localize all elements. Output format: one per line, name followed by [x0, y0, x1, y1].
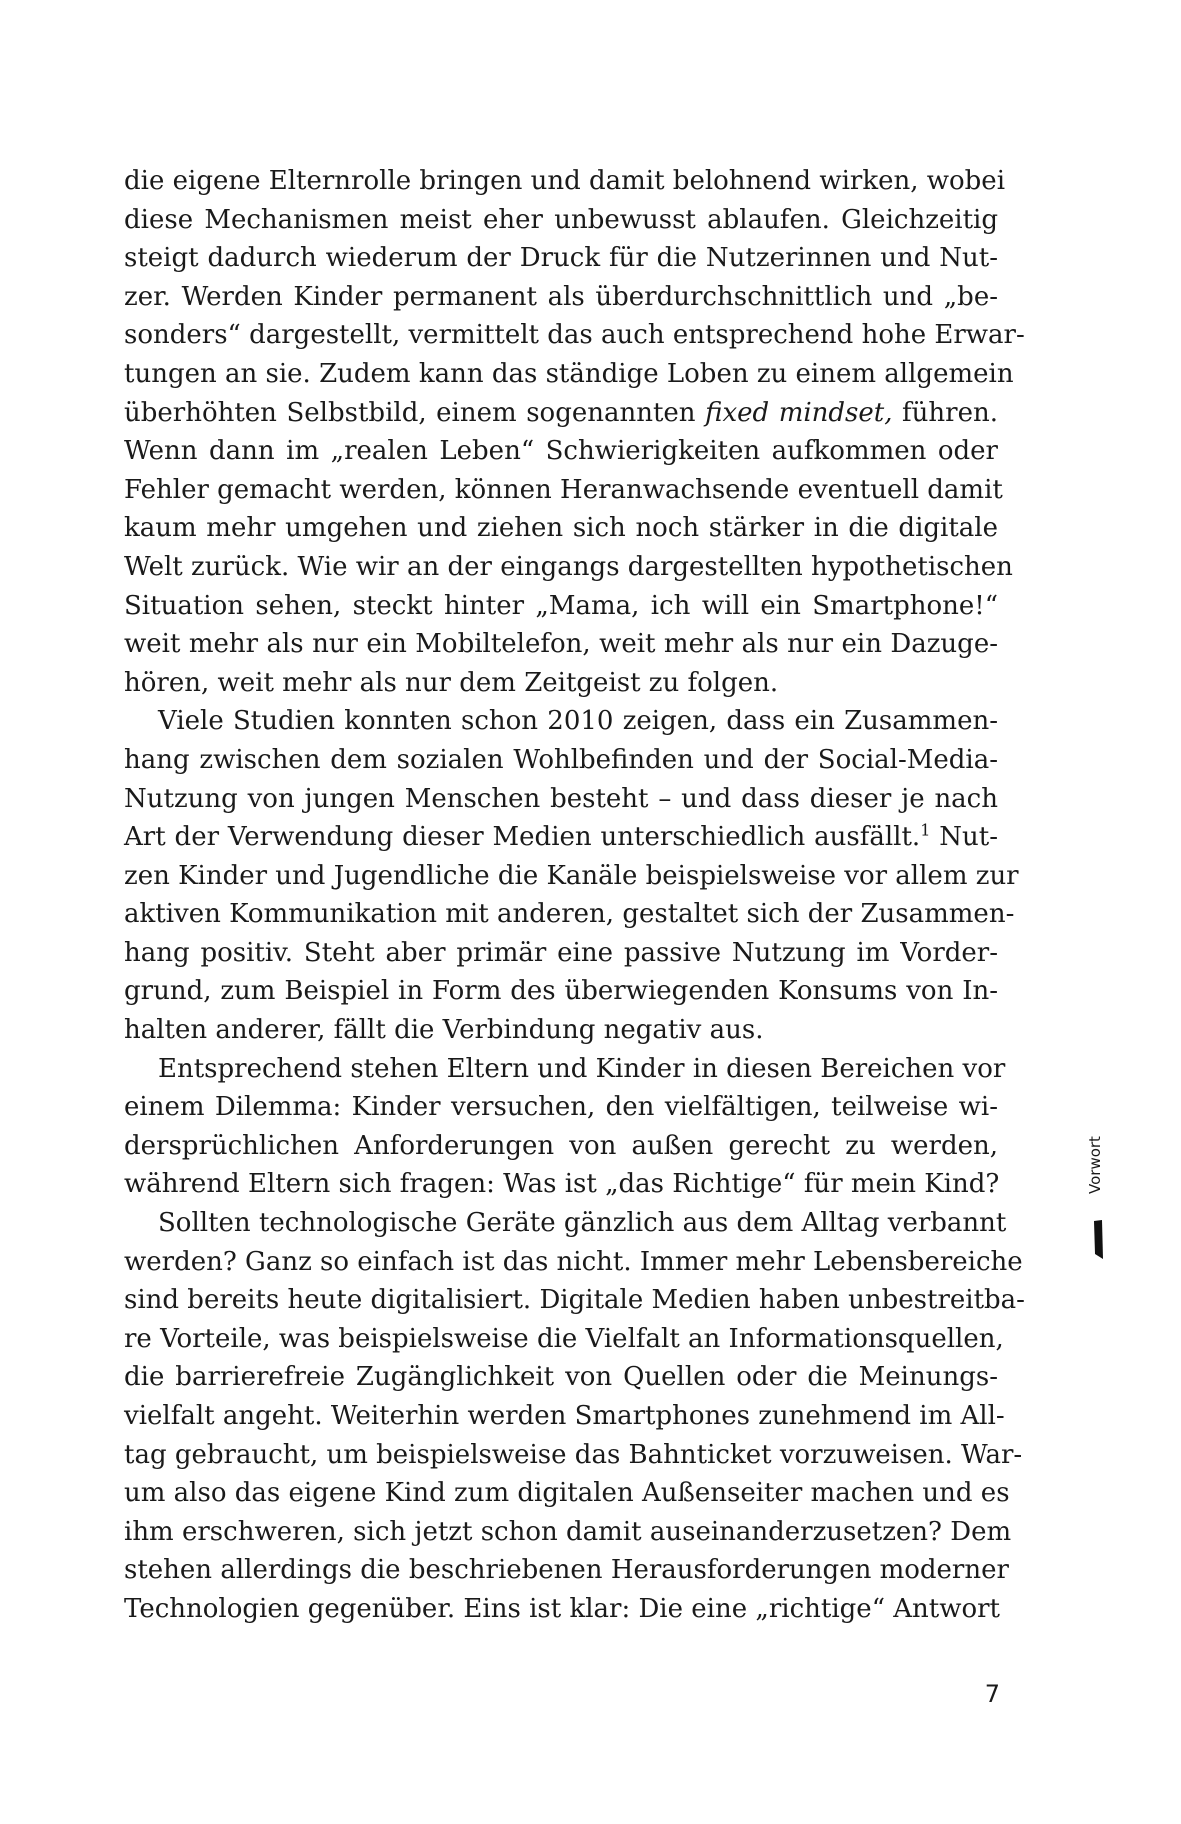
text-segment: Situation sehen, steckt hinter „Mama, ich will ein Smartphone!“	[124, 590, 998, 621]
footnote-reference: 1	[920, 820, 931, 840]
text-segment: grund, zum Beispiel in Form des überwiegenden Konsums von In-	[124, 976, 998, 1007]
text-segment: aktiven Kommunikation mit anderen, gestaltet sich der Zusammen-	[124, 899, 1015, 930]
italic-term: fixed mindset,	[705, 397, 893, 428]
text-line	[124, 1474, 1010, 1513]
text-segment: zer. Werden Kinder permanent als überdurchschnittlich und „be-	[124, 281, 998, 312]
text-line	[124, 972, 998, 1011]
text-line	[124, 818, 998, 857]
text-line	[124, 1397, 1005, 1436]
text-line	[124, 1513, 1012, 1552]
text-line	[124, 702, 998, 741]
text-segment: stehen allerdings die beschriebenen Herausforderungen moderner	[124, 1555, 1009, 1586]
text-segment: Fehler gemacht werden, können Heranwachsende eventuell damit	[124, 474, 1003, 505]
text-segment: Nut-	[930, 822, 998, 853]
body-text	[124, 162, 1025, 1629]
text-line	[124, 201, 998, 240]
text-segment: sonders“ dargestellt, vermittelt das auch entsprechend hohe Erwar-	[124, 320, 1025, 351]
text-segment: führen.	[892, 397, 998, 428]
text-line	[124, 278, 998, 317]
text-segment: vielfalt angeht. Weiterhin werden Smartphones zunehmend im All-	[124, 1401, 1005, 1431]
text-line	[124, 1281, 1025, 1320]
text-line	[124, 664, 998, 703]
text-line	[124, 857, 1019, 896]
text-segment: ihm erschweren, sich jetzt schon damit auseinanderzusetzen? Dem	[124, 1516, 1012, 1547]
text-segment: re Vorteile, was beispielsweise die Vielfalt an Informationsquellen,	[124, 1323, 1004, 1354]
text-line	[124, 934, 998, 973]
text-segment: Viele Studien konnten schon 2010 zeigen, dass ein Zusammen-	[158, 706, 998, 737]
chapter-tab	[1084, 1120, 1124, 1240]
text-segment: überhöhten Selbstbild, einem sogenannten	[124, 397, 706, 428]
text-line	[124, 625, 998, 664]
text-line	[124, 471, 1003, 510]
text-segment: Wenn dann im „realen Leben“ Schwierigkeiten aufkommen oder	[124, 436, 998, 467]
text-line	[124, 1436, 1023, 1475]
text-line	[124, 316, 1025, 355]
text-line	[124, 394, 998, 433]
text-line	[124, 1088, 998, 1127]
text-line	[124, 895, 1015, 934]
text-segment: diese Mechanismen meist eher unbewusst ablaufen. Gleichzeitig	[124, 204, 998, 235]
text-line	[124, 1320, 1004, 1359]
text-segment: Entsprechend stehen Eltern und Kinder in diesen Bereichen vor	[158, 1053, 1006, 1084]
text-line	[124, 162, 1006, 201]
text-line	[124, 1011, 998, 1050]
text-line	[124, 355, 1014, 394]
text-line	[124, 548, 1013, 587]
text-segment: Welt zurück. Wie wir an der eingangs dargestellten hypothetischen	[124, 551, 1013, 582]
text-line	[124, 1358, 998, 1397]
text-segment: einem Dilemma: Kinder versuchen, den vielfältigen, teilweise wi-	[124, 1092, 998, 1123]
text-segment: tag gebraucht, um beispielsweise das Bahnticket vorzuweisen. War-	[124, 1439, 1023, 1470]
text-segment: um also das eigene Kind zum digitalen Außenseiter machen und es	[124, 1478, 1010, 1509]
text-segment: weit mehr als nur ein Mobiltelefon, weit mehr als nur ein Dazuge-	[124, 629, 998, 660]
text-segment: zen Kinder und Jugendliche die Kanäle beispielsweise vor allem zur	[124, 860, 1019, 891]
text-segment: hören, weit mehr als nur dem Zeitgeist zu folgen.	[124, 667, 779, 698]
text-line	[124, 1050, 1006, 1089]
text-line	[124, 741, 998, 780]
text-segment: Nutzung von jungen Menschen besteht – und dass dieser je nach	[124, 783, 998, 814]
text-line	[124, 432, 998, 471]
text-segment: sind bereits heute digitalisiert. Digitale Medien haben unbestreitba-	[124, 1285, 1025, 1316]
text-line	[124, 1204, 1007, 1243]
text-line	[124, 1551, 1009, 1590]
text-line	[124, 239, 998, 278]
text-segment: tungen an sie. Zudem kann das ständige Loben zu einem allgemein	[124, 358, 1014, 389]
text-segment: kaum mehr umgehen und ziehen sich noch stärker in die digitale	[124, 513, 998, 544]
text-line	[124, 1127, 998, 1166]
text-segment: Technologien gegenüber. Eins ist klar: Die eine „richtige“ Antwort	[124, 1593, 1001, 1624]
text-segment: die barrierefreie Zugänglichkeit von Quellen oder die Meinungs-	[124, 1362, 998, 1393]
text-line	[124, 780, 998, 819]
text-line	[124, 1243, 1023, 1282]
text-segment: hang zwischen dem sozialen Wohlbefinden und der Social-Media-	[124, 744, 998, 775]
text-segment: werden? Ganz so einfach ist das nicht. Immer mehr Lebensbereiche	[124, 1246, 1023, 1277]
text-segment: die eigene Elternrolle bringen und damit belohnend wirken, wobei	[124, 166, 1006, 196]
text-segment: Sollten technologische Geräte gänzlich aus dem Alltag verbannt	[158, 1208, 1007, 1239]
text-segment: steigt dadurch wiederum der Druck für die Nutzerinnen und Nut-	[124, 243, 998, 274]
text-segment: während Eltern sich fragen: Was ist „das Richtige“ für mein Kind?	[124, 1169, 1000, 1200]
page-number: 7	[984, 1680, 1000, 1708]
text-segment: Art der Verwendung dieser Medien unterschiedlich ausfällt.	[124, 822, 921, 853]
text-segment: hang positiv. Steht aber primär eine passive Nutzung im Vorder-	[124, 937, 998, 968]
text-line	[124, 509, 998, 548]
chapter-marker-icon	[1092, 1220, 1104, 1260]
text-line	[124, 1165, 998, 1204]
chapter-label: Vorwort	[1086, 1136, 1104, 1194]
text-line	[124, 1590, 1001, 1629]
text-segment: dersprüchlichen Anforderungen von außen gerecht zu werden,	[124, 1130, 998, 1161]
text-segment: halten anderer, fällt die Verbindung negativ aus.	[124, 1015, 764, 1046]
text-line	[124, 587, 998, 626]
